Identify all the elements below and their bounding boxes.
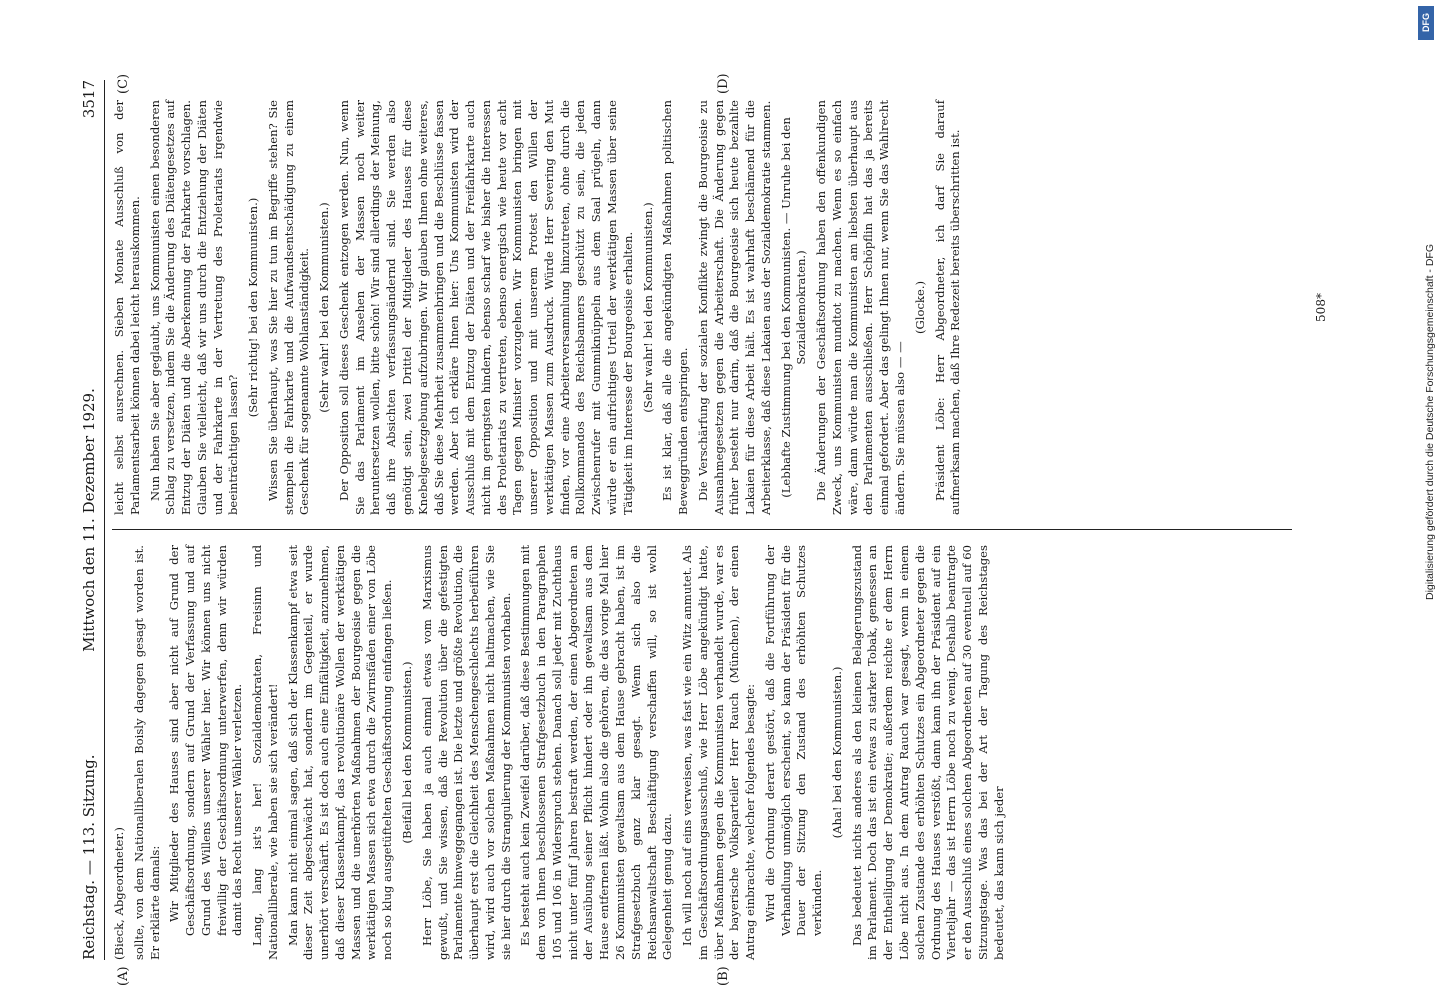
paragraph: leicht selbst ausrechnen. Sieben Monate Ausschluß von der Parlamentsarbeit können dabei leicht herauskommen. xyxy=(112,100,142,515)
left-column xyxy=(112,545,1312,960)
margin-mark-c: (C) xyxy=(116,73,131,94)
paragraph: sollte, von dem Nationalliberalen Boisly dagegen gesagt worden ist. Er erklärte damals: xyxy=(131,545,162,960)
margin-mark-d: (D) xyxy=(716,73,731,94)
interjection: (Sehr wahr! bei den Kommunisten.) xyxy=(640,202,655,413)
margin-mark-a: (A) xyxy=(116,966,131,986)
header-center: Mittwoch den 11. Dezember 1929. xyxy=(80,388,98,652)
paragraph: Man kann nicht einmal sagen, daß sich der Klassenkampf etwa seit dieser Zeit abgeschwächt hat, sondern im Gegenteil, er wurde unerhört verschärft. Es ist doch auch eine Einfältigkeit, anzunehmen, daß dieser Klassenkampf, das revolutionäre Wollen der werktätigen Massen und die unerhörten Maßnahmen der Bourgeoisie gegen die werktätigen Massen sich etwa durch die Zwirnsfäden einer von Löbe noch so klug ausgetüftelten Geschäftsordnung einfangen ließen. xyxy=(285,545,395,960)
speaker-label: (Bieck, Abgeordneter.) xyxy=(112,827,126,960)
interjection: (Sehr richtig! bei den Kommunisten.) xyxy=(246,197,261,418)
header-rule xyxy=(104,80,105,960)
digitization-note: Digitalisierung gefördert durch die Deutsche Forschungsgemeinschaft - DFG xyxy=(1424,243,1436,600)
interjection: (Aha! bei den Kommunisten.) xyxy=(829,666,844,839)
paragraph: Nun haben Sie aber geglaubt, uns Kommunisten einen besonderen Schlag zu versetzen, indem Sie die Änderung des Diätengesetzes auf Entzug der Diäten und die Aberkennung der Fahrkarte vorschlagen. Glauben Sie vielleicht, daß wir uns durch die Entziehung der Diäten und der Fahrkarte in der Vertretung des Proletariats irgendwie beeinträchtigen lassen? xyxy=(147,100,241,515)
page-number: 3517 xyxy=(80,80,98,119)
paragraph: Wissen Sie überhaupt, was Sie hier zu tun im Begriffe stehen? Sie stempeln die Fahrkarte und die Aufwandsentschädigung zu einem Geschenk für sogenannte Wohlanständigkeit. xyxy=(265,100,312,515)
paragraph: Es besteht auch kein Zweifel darüber, daß diese Bestimmungen mit dem von Ihnen beschlossenen Strafgesetzbuch in den Paragraphen 105 und 106 in Widerspruch stehen. Danach soll jeder mit Zuchthaus nicht unter fünf Jahren bestraft werden, der einen Abgeordneten an der Ausübung seiner Pflicht hindert oder ihn gewaltsam aus dem Hause entfernen läßt. Wohin also die gehören, die das vorige Mal hier 26 Kommunisten gewaltsam aus dem Hause gebracht haben, ist im Strafgesetzbuch ganz klar gesagt. Wenn sich also die Reichsanwaltschaft Beschäftigung verschaffen will, so ist wohl Gelegenheit genug dazu. xyxy=(518,545,675,960)
interjection: (Glocke.) xyxy=(912,280,927,335)
signature-mark: 508* xyxy=(1314,293,1328,322)
interjection: (Beifall bei den Kommunisten.) xyxy=(400,661,415,844)
rotated-page xyxy=(76,73,1336,986)
paragraph: Das bedeutet nichts anderes als den kleinen Belagerungszustand im Parlament. Doch das ist ein etwas zu starker Tobak, gemessen an der Entheiligung der Demokratie; außerdem reichte er dem Herrn Löbe nicht aus. In dem Antrag Rauch war gesagt, wenn in einem solchen Zustande des erhöhten Schutzes ein Abgeordneter gegen die Ordnung des Hauses verstößt, dann kann ihn der Präsident auf ein Vierteljahr — das ist Herrn Löbe noch zu wenig. Deshalb beantragte er den Ausschluß eines solchen Abgeordneten auf 30 eventuell auf 60 Sitzungstage. Was das bei der Art der Tagung des Reichstages bedeutet, das kann sich jeder xyxy=(849,545,1006,960)
column-divider xyxy=(112,529,1292,530)
paragraph: Herr Löbe, Sie haben ja auch einmal etwas vom Marxismus gewußt, und Sie wissen, daß die Revolution über die gefestigten Parlamente hinweggegangen ist. Die letzte und größte Revolution, die überhaupt erst die Gleichheit des Menschengeschlechts herbeiführen wird, wird auch vor solchen Maßnahmen nicht haltmachen, wie Sie sie hier durch die Strangulierung der Kommunisten vorhaben. xyxy=(419,545,513,960)
paragraph: Lang, lang ist's her! Sozialdemokraten, Freisinn und Nationalliberale, wie haben sie sich verändert! xyxy=(250,545,280,960)
interjection: (Sehr wahr! bei den Kommunisten.) xyxy=(317,202,332,413)
header-left: Reichstag. — 113. Sitzung. xyxy=(80,754,98,960)
quotation: Wir Mitglieder des Hauses sind aber nicht auf Grund der Geschäftsordnung, sondern auf Grund der Verfassung und auf Grund des Willens unserer Wähler hier. Wir können uns nicht freiwillig der Geschäftsordnung unterwerfen, denn wir würden damit das Recht unserer Wähler verletzen. xyxy=(167,545,245,936)
margin-mark-b: (B) xyxy=(716,966,731,986)
paragraph: Es ist klar, daß alle die angekündigten Maßnahmen politischen Beweggründen entspringen. xyxy=(660,100,691,515)
quotation: Wird die Ordnung derart gestört, daß die Fortführung der Verhandlung unmöglich erscheint, so kann der Präsident für die Dauer der Sitzung den Zustand des erhöhten Schutzes verkünden. xyxy=(762,545,825,936)
dfg-logo: DFG xyxy=(1418,6,1434,40)
paragraph: Ich will noch auf eins verweisen, was fast wie ein Witz anmutet. Als im Geschäftsordnungsausschuß, wie Herr Löbe angekündigt hatte, über Maßnahmen gegen die Kommunisten verhandelt wurde, war es der bayerische Volksparteiler Herr Rauch (München), der einen Antrag einbrachte, welcher folgendes besagte: xyxy=(680,545,758,960)
running-header xyxy=(76,80,102,960)
paragraph: Die Verschärfung der sozialen Konflikte zwingt die Bourgeoisie zu Ausnahmegesetzen gegen die Arbeiterschaft. Die Änderung gegen früher besteht nur darin, daß die Bourgeoisie sich heute bezahlte Lakaien für diese Arbeit hält. Es ist wahrhaft beschämend für die Arbeiterklasse, daß diese Lakaien aus der Sozialdemokratie stammen. xyxy=(695,100,773,515)
interjection: (Lebhafte Zustimmung bei den Kommunisten. — Unruhe bei den Sozialdemokraten.) xyxy=(778,117,809,498)
paragraph: Präsident Löbe: Herr Abgeordneter, ich darf Sie darauf aufmerksam machen, daß Ihre Redezeit bereits überschritten ist. xyxy=(932,100,963,515)
paragraph: Die Änderungen der Geschäftsordnung haben den offenkundigen Zweck, uns Kommunisten mundtot zu machen. Wenn es so einfach wäre, dann würde man die Kommunisten am liebsten überhaupt aus den Parlamenten ausschließen. Herr Schöpflin hat das ja bereits einmal gefordert. Aber das gelingt Ihnen nur, wenn Sie das Wahlrecht ändern. Sie müssen also — — xyxy=(814,100,907,515)
right-column xyxy=(112,100,1312,515)
paragraph: Der Opposition soll dieses Geschenk entzogen werden. Nun, wenn Sie das Parlament im Ansehen der Massen noch weiter heruntersetzen wollen, bitte schön! Wir sind allerdings der Meinung, daß ihre Absichten verfassungsändernd sind. Sie werden also genötigt sein, zwei Drittel der Mitglieder des Hauses für diese Knebelgesetzgebung aufzubringen. Wir glauben Ihnen ohne weiteres, daß Sie diese Mehrheit zusammenbringen und die Beschlüsse fassen werden. Aber ich erkläre Ihnen hier: Uns Kommunisten wird der Ausschluß mit dem Entzug der Diäten und der Freifahrkarte auch nicht im geringsten hindern, ebenso scharf wie bisher die Interessen des Proletariats zu vertreten, ebenso energisch wie heute vor acht Tagen gegen Minister vorzugehen. Wir Kommunisten bringen mit unserer Opposition und mit unserem Protest den Willen der werktätigen Massen zum Ausdruck. Würde Herr Severing den Mut finden, vor eine Arbeiterversammlung hinzutreten, ohne durch die Rollkommandos des Reichsbanners geschützt zu sein, die jeden Zwischenrufer mit Gummiknüppeln aus dem Saal prügeln, dann würde er ein aufrichtiges Urteil der werktätigen Massen über seine Tätigkeit im Interesse der Bourgeoisie erhalten. xyxy=(336,100,635,515)
